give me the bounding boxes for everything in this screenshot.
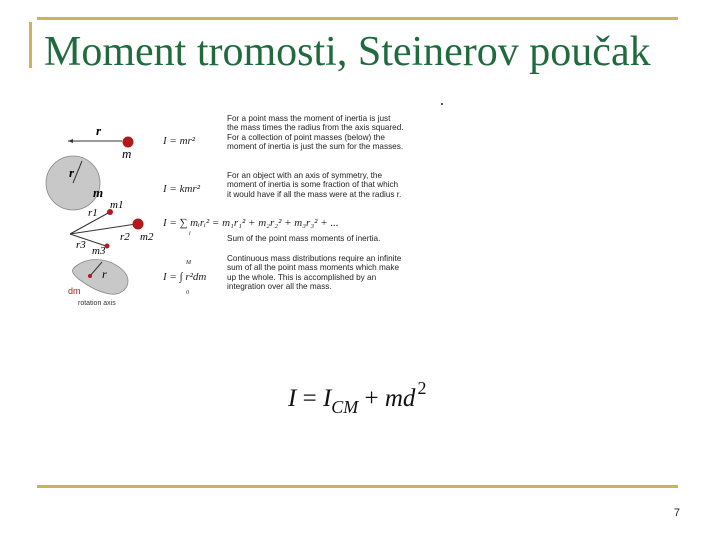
inertia-figure xyxy=(40,104,450,314)
dm-dot xyxy=(88,274,92,278)
sum-lower-index: i xyxy=(189,231,191,237)
integral-lower-limit: 0 xyxy=(186,290,189,296)
label-dm: dm xyxy=(68,286,81,296)
slide-title: Moment tromosti, Steinerov poučak xyxy=(44,29,651,75)
formula-plus: + xyxy=(364,385,379,412)
label-r2: r2 xyxy=(120,231,130,243)
description-continuous: Continuous mass distributions require an infinite sum of all the point mass moments which make up the whole. This is accomplished by an integration over all the mass. xyxy=(227,254,402,292)
equation-point-mass: I = mr² xyxy=(163,135,196,147)
label-m-point: m xyxy=(122,146,132,161)
steiner-formula xyxy=(288,378,426,418)
description-symmetric-body: For an object with an axis of symmetry, the moment of inertia is some fraction of that which it would have if all the mass were at the radius r. xyxy=(227,171,402,199)
formula-subscript-cm: CM xyxy=(331,397,359,417)
description-sum: Sum of the point mass moments of inertia. xyxy=(227,234,381,243)
integral-upper-limit: M xyxy=(186,260,191,266)
description-point-mass: For a point mass the moment of inertia is just the mass times the radius from the axis squared. For a collection of point masses (below) the moment of inertia is just the sum for the masses. xyxy=(227,114,404,152)
mass-dot-2 xyxy=(133,219,144,230)
formula-exponent: 2 xyxy=(417,378,427,398)
formula-I: I xyxy=(288,385,297,412)
formula-md: md xyxy=(384,385,416,412)
label-m-disk: m xyxy=(93,185,104,200)
label-r-disk: r xyxy=(69,165,75,180)
formula-I-cm: I xyxy=(322,385,332,412)
label-r-blob: r xyxy=(102,267,107,281)
label-rotation-axis: rotation axis xyxy=(78,300,116,307)
left-border-line xyxy=(29,22,32,68)
page-number: 7 xyxy=(673,507,680,519)
formula-equals: = xyxy=(302,385,317,412)
label-r1: r1 xyxy=(88,207,98,219)
label-m2: m2 xyxy=(140,231,154,243)
label-m3: m3 xyxy=(92,245,106,257)
equation-integral: I = ∫ r²dm xyxy=(163,271,207,283)
label-m1: m1 xyxy=(110,199,124,211)
label-r-point: r xyxy=(96,123,102,138)
label-r3: r3 xyxy=(76,239,86,251)
bottom-border-line xyxy=(37,485,678,488)
arrowhead-point xyxy=(68,139,73,143)
top-border-line xyxy=(37,17,678,20)
equation-symmetric-body: I = kmr² xyxy=(163,183,200,195)
equation-sum: I = ∑ mᵢrᵢ² = m₁r₁² + m₂r₂² + m₃r₃² + ... xyxy=(163,217,339,229)
